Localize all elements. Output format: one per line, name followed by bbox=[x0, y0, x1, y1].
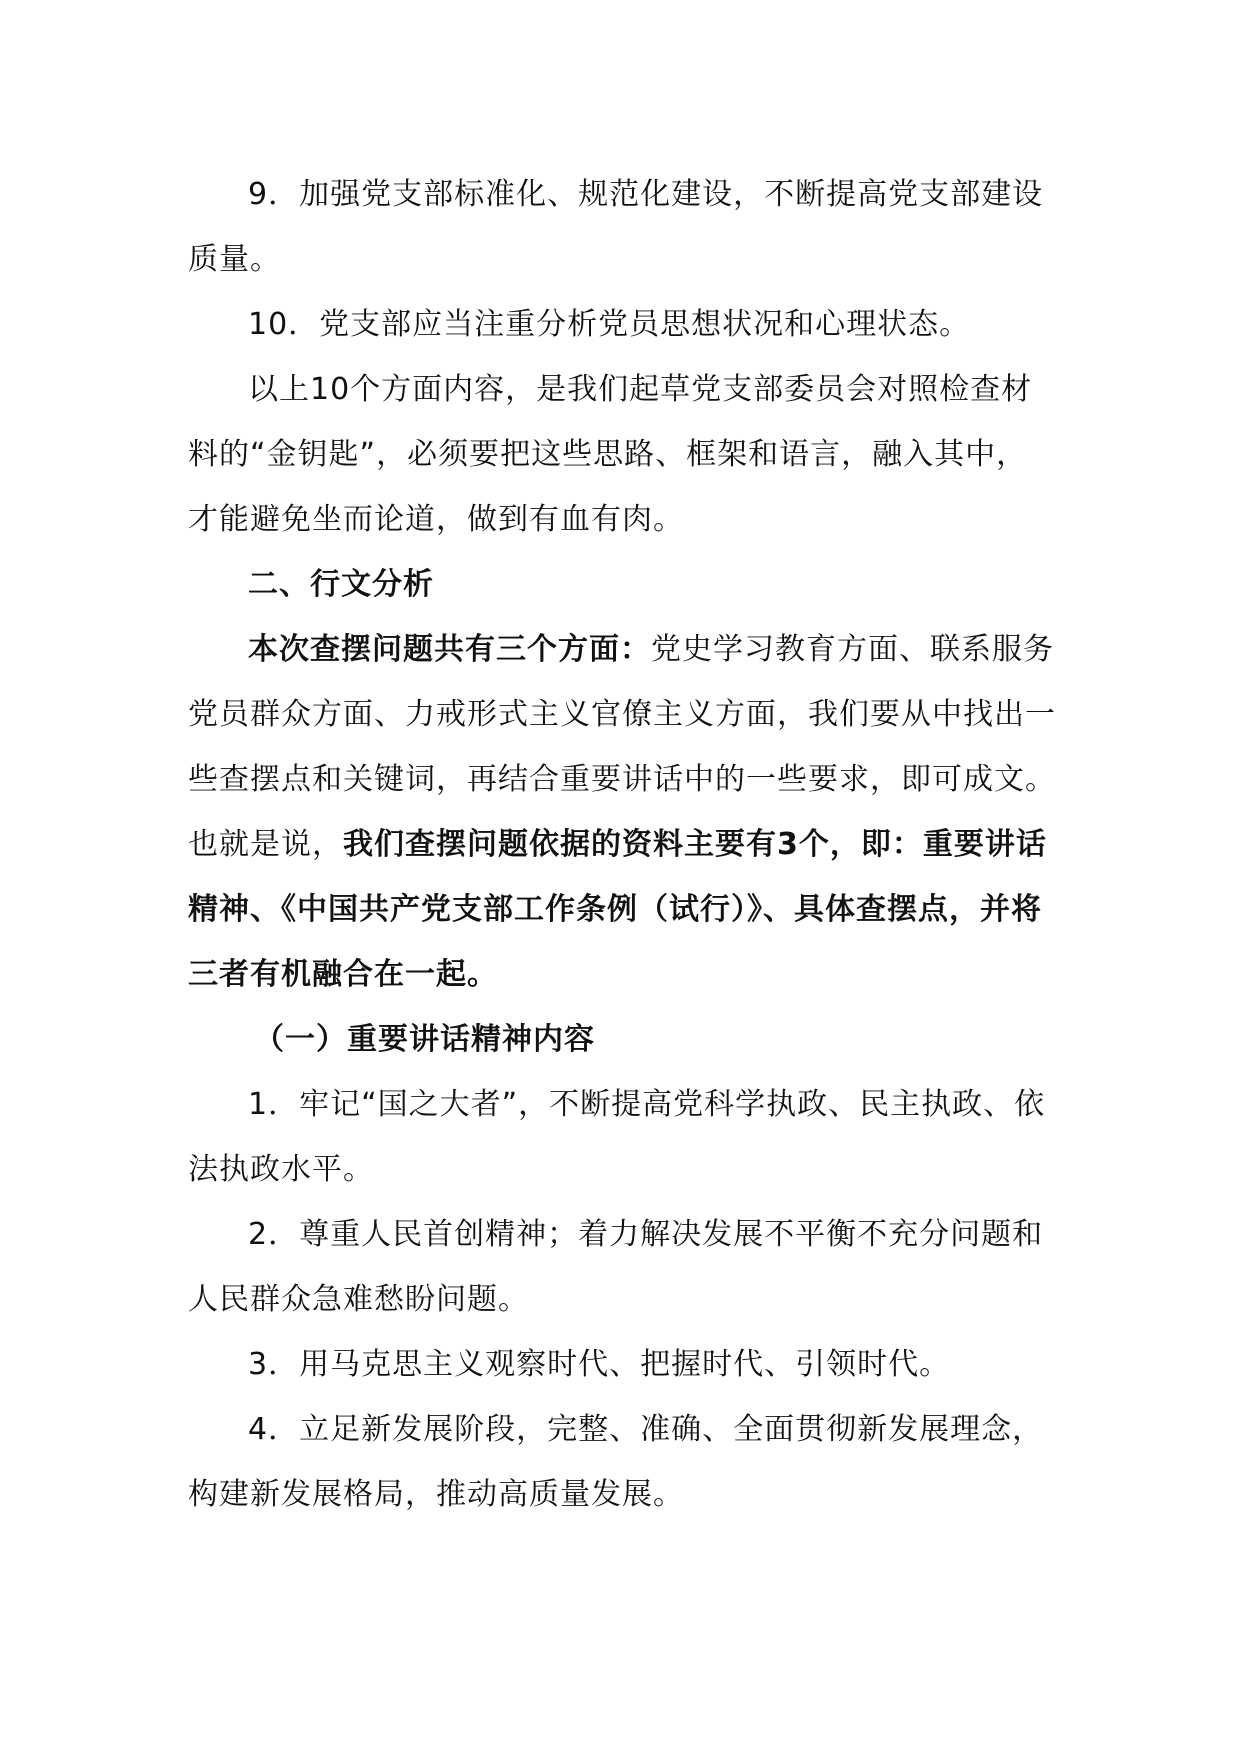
paragraph-item-10: 10．党支部应当注重分析党员思想状况和心理状态。 bbox=[248, 307, 971, 342]
list-item-3: 3．用马克思主义观察时代、把握时代、引领时代。 bbox=[248, 1347, 951, 1382]
analysis-lead: 本次查摆问题共有三个方面： bbox=[248, 632, 651, 667]
list-item-1: 1．牢记“国之大者”，不断提高党科学执政、民主执政、依法执政水平。 bbox=[188, 1087, 1046, 1187]
paragraph-summary: 以上10个方面内容，是我们起草党支部委员会对照检查材料的“金钥匙”，必须要把这些思路、框架和语言，融入其中，才能避免坐而论道，做到有血有肉。 bbox=[188, 372, 1033, 537]
subsection-heading: （一）重要讲话精神内容 bbox=[254, 1022, 595, 1057]
analysis-emphasis: 我们查摆问题依据的资料主要有3个，即：重要讲话精神、《中国共产党支部工作条例（试行）》、具体查摆点，并将三者有机融合在一起。 bbox=[188, 827, 1047, 992]
paragraph-item-9: 9．加强党支部标准化、规范化建设，不断提高党支部建设质量。 bbox=[188, 177, 1044, 277]
paragraph-analysis bbox=[188, 617, 1058, 1007]
list-item-2: 2．尊重人民首创精神；着力解决发展不平衡不充分问题和人民群众急难愁盼问题。 bbox=[188, 1217, 1044, 1317]
analysis-text: 党史学习教育方面、联系服务党员群众方面、力戒形式主义官僚主义方面，我们要从中找出一些查摆点和关键词，再结合重要讲话中的一些要求，即可成文。也就是说， bbox=[188, 632, 1056, 862]
document-body bbox=[188, 162, 1058, 1527]
list-item-4: 4．立足新发展阶段，完整、准确、全面贯彻新发展理念，构建新发展格局，推动高质量发展。 bbox=[188, 1412, 1044, 1512]
section-heading: 二、行文分析 bbox=[248, 567, 434, 602]
